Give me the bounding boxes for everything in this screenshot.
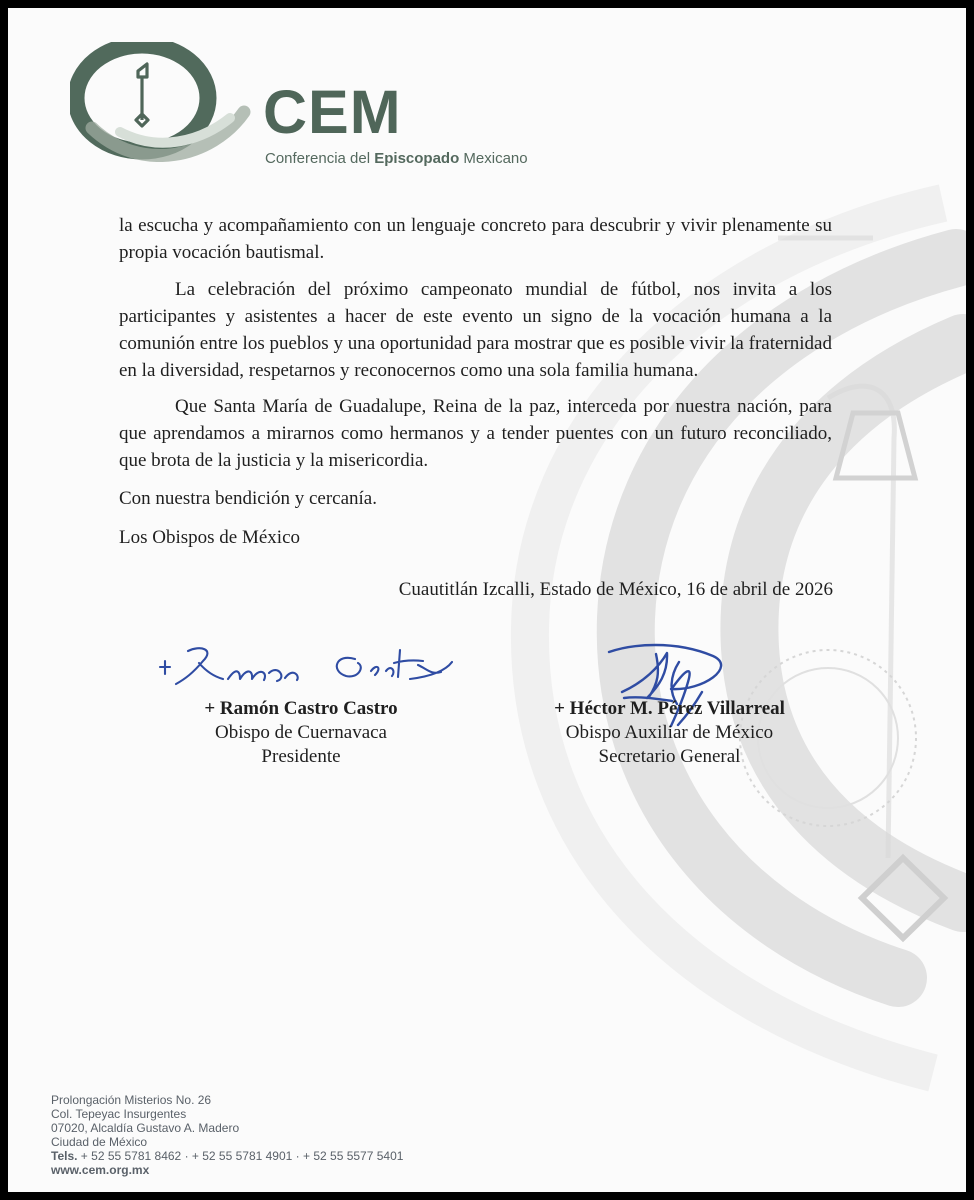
logo-subtitle-prefix: Conferencia del — [265, 150, 375, 167]
footer-address-line-2: Col. Tepeyac Insurgentes — [51, 1107, 187, 1121]
right-signer-role: Obispo Auxiliar de México — [565, 722, 774, 743]
letter-body — [119, 212, 832, 563]
left-signer-role: Obispo de Cuernavaca — [215, 722, 387, 743]
logo-subtitle-bold: Episcopado — [374, 150, 460, 167]
footer-phones-label: Tels. — [51, 1149, 78, 1163]
body-paragraph-3: Que Santa María de Guadalupe, Reina de la paz, interceda por nuestra nación, para que aprendamos a mirarnos como hermanos y a tender puentes con un futuro reconciliado, que brota de la justicia y la misericordia. — [119, 396, 832, 471]
body-paragraph-2: La celebración del próximo campeonato mundial de fútbol, nos invita a los participantes y asistentes a hacer de este evento un signo de la vocación humana a la comunión entre los pueblos y una oportunidad para mostrar que es posible vivir la fraternidad en la diversidad, respetarnos y reconocernos como una sola familia humana. — [119, 279, 832, 381]
footer-contact — [51, 1093, 491, 1177]
cem-logo — [70, 42, 528, 167]
watermark-diamond-icon — [862, 858, 944, 938]
footer-phones — [51, 1149, 491, 1163]
left-signer-title: Presidente — [261, 746, 341, 767]
footer-address-line-3: 07020, Alcaldía Gustavo A. Madero — [51, 1121, 240, 1135]
left-signature-graphic — [148, 636, 453, 698]
place-date: Cuautitlán Izcalli, Estado de México, 16 de abril de 2026 — [398, 579, 833, 600]
left-signer-name: + Ramón Castro Castro — [204, 698, 398, 719]
authors-line: Los Obispos de México — [119, 527, 301, 548]
right-signer-block — [527, 697, 812, 769]
footer-address-line-4: Ciudad de México — [51, 1135, 148, 1149]
logo-text — [263, 78, 583, 172]
footer-address-line-1: Prolongación Misterios No. 26 — [51, 1093, 212, 1107]
closing-line: Con nuestra bendición y cercanía. — [119, 488, 377, 509]
footer-phone-numbers: + 52 55 5781 8462 · + 52 55 5781 4901 · + 52 55 5577 5401 — [77, 1149, 404, 1163]
logo-subtitle-suffix: Mexicano — [459, 150, 528, 167]
cem-logo-icon — [70, 42, 260, 162]
body-paragraph-1: la escucha y acompañamiento con un lenguaje concreto para descubrir y vivir plenamente su propia vocación bautismal. — [119, 215, 832, 263]
footer-website-link[interactable]: www.cem.org.mx — [51, 1163, 150, 1177]
logo-title: CEM — [263, 78, 402, 146]
right-signer-title: Secretario General — [598, 746, 741, 767]
footer-website[interactable] — [51, 1163, 491, 1177]
logo-subtitle — [265, 150, 528, 168]
watermark-bell-icon — [836, 413, 915, 478]
right-signer-name: + Héctor M. Pérez Villarreal — [554, 698, 785, 719]
left-signer-block — [184, 697, 418, 769]
letter-page — [8, 8, 966, 1192]
